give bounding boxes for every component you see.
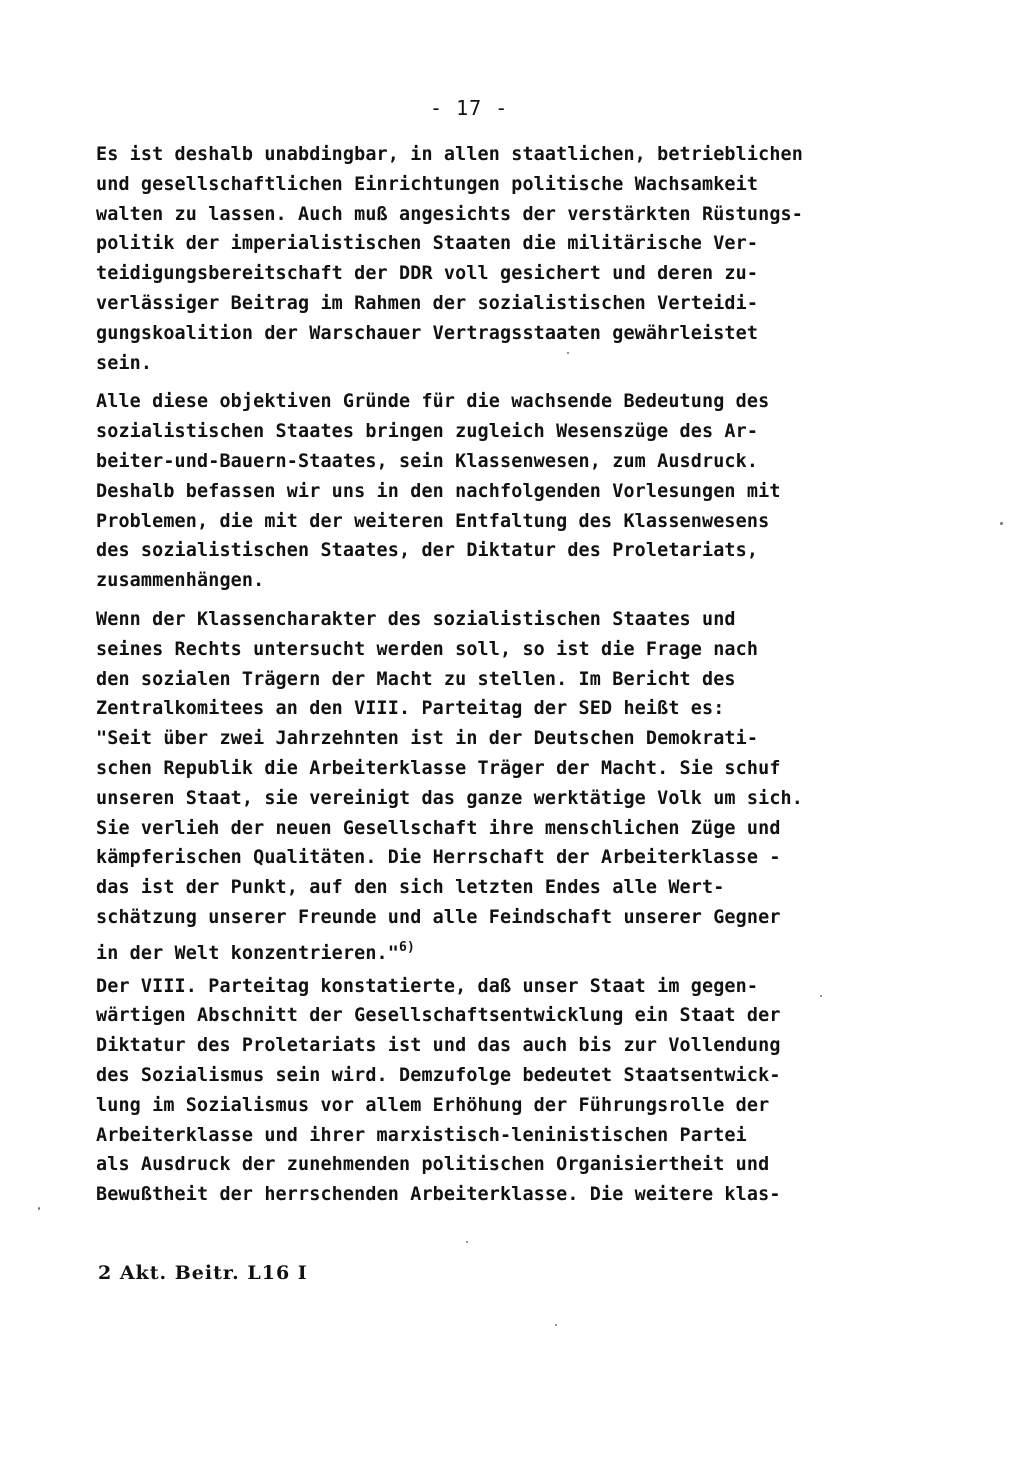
text-line: politik der imperialistischen Staaten die militärische Ver- (96, 233, 759, 255)
text-line: zusammenhängen. (96, 570, 265, 592)
text-line: Sie verlieh der neuen Gesellschaft ihre menschlichen Züge und (96, 817, 781, 839)
text-line: in der Welt konzentrieren." (96, 942, 399, 964)
text-line: Zentralkomitees an den VIII. Parteitag der SED heißt es: (96, 698, 725, 720)
text-line: schen Republik die Arbeiterklasse Träger der Macht. Sie schuf (96, 757, 781, 779)
text-line: wärtigen Abschnitt der Gesellschaftsentwicklung ein Staat der (96, 1005, 781, 1027)
text-line: Bewußtheit der herrschenden Arbeiterklasse. Die weitere klas- (96, 1184, 781, 1206)
text-line: des Sozialismus sein wird. Demzufolge bedeutet Staatsentwick- (96, 1064, 781, 1086)
text-line: Arbeiterklasse und ihrer marxistisch-leninistischen Partei (96, 1124, 747, 1146)
body-text (96, 140, 866, 1219)
text-line: lung im Sozialismus vor allem Erhöhung der Führungsrolle der (96, 1094, 770, 1116)
text-line: sozialistischen Staates bringen zugleich Wesenszüge des Ar- (96, 421, 759, 443)
paragraph-1 (96, 140, 866, 378)
text-line: Wenn der Klassencharakter des sozialistischen Staates und (96, 608, 736, 630)
text-line: teidigungsbereitschaft der DDR voll gesichert und deren zu- (96, 263, 759, 285)
paragraph-3 (96, 605, 866, 963)
paragraph-2 (96, 387, 866, 596)
text-line: als Ausdruck der zunehmenden politischen Organisiertheit und (96, 1154, 770, 1176)
text-line: den sozialen Trägern der Macht zu stellen. Im Bericht des (96, 668, 736, 690)
text-line: walten zu lassen. Auch muß angesichts der verstärkten Rüstungs- (96, 203, 803, 225)
text-line: Alle diese objektiven Gründe für die wachsende Bedeutung des (96, 391, 770, 413)
text-line: Problemen, die mit der weiteren Entfaltung des Klassenwesens (96, 510, 770, 532)
scan-speck (1000, 522, 1003, 525)
text-line: "Seit über zwei Jahrzehnten ist in der Deutschen Demokrati- (96, 728, 759, 750)
text-line: verlässiger Beitrag im Rahmen der sozialistischen Verteidi- (96, 292, 759, 314)
text-line: sein. (96, 352, 153, 374)
text-line: Deshalb befassen wir uns in den nachfolgenden Vorlesungen mit (96, 480, 781, 502)
text-line: des sozialistischen Staates, der Diktatur des Proletariats, (96, 540, 759, 562)
text-line-with-footnote (96, 933, 866, 963)
text-line: Es ist deshalb unabdingbar, in allen staatlichen, betrieblichen (96, 144, 803, 165)
text-line: das ist der Punkt, auf den sich letzten Endes alle Wert- (96, 877, 725, 899)
text-line: unseren Staat, sie vereinigt das ganze werktätige Volk um sich. (96, 787, 803, 809)
text-line: beiter-und-Bauern-Staates, sein Klassenwesen, zum Ausdruck. (96, 450, 759, 472)
scan-speck (820, 995, 822, 997)
text-line: und gesellschaftlichen Einrichtungen politische Wachsamkeit (96, 173, 759, 195)
scan-speck (38, 1207, 40, 1210)
paragraph-4 (96, 972, 866, 1210)
text-line: gungskoalition der Warschauer Vertragsstaaten gewährleistet (96, 322, 759, 344)
scan-speck (466, 1241, 468, 1243)
scan-speck (555, 1324, 557, 1326)
text-line: kämpferischen Qualitäten. Die Herrschaft der Arbeiterklasse - (96, 847, 781, 869)
text-line: schätzung unserer Freunde und alle Feindschaft unserer Gegner (96, 906, 781, 928)
page-number: - 17 - (430, 96, 509, 120)
text-line: Der VIII. Parteitag konstatierte, daß unser Staat im gegen- (96, 975, 759, 997)
text-line: seines Rechts untersucht werden soll, so ist die Frage nach (96, 638, 759, 660)
text-line: Diktatur des Proletariats ist und das auch bis zur Vollendung (96, 1035, 781, 1057)
footnote-reference: 6) (399, 939, 415, 955)
scan-speck (567, 352, 569, 354)
archive-signature: 2 Akt. Beitr. L16 I (98, 1262, 308, 1284)
